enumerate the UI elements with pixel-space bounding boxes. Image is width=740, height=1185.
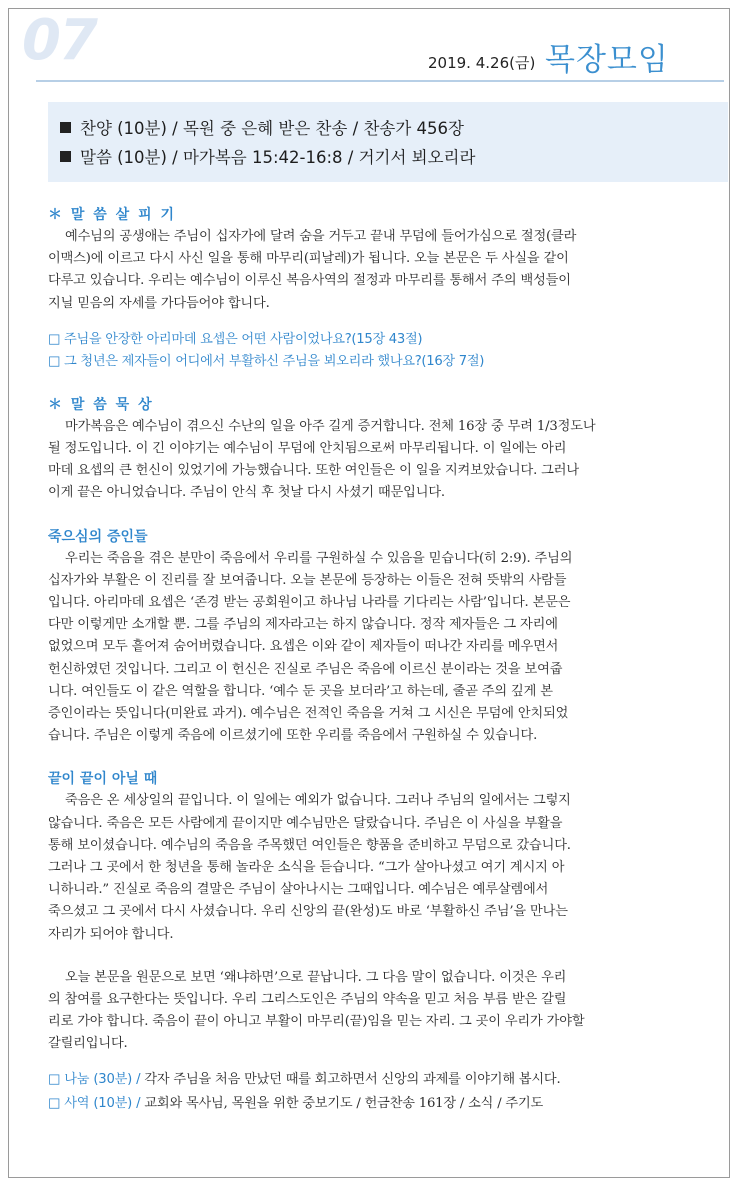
section-heading-observe: ＊ 말 씀 살 피 기 [48,207,176,223]
section-heading-witnesses: 죽으심의 증인들 [48,528,148,545]
body-line: 죽으셨고 그 곳에서 다시 사셨습니다. 우리 신앙의 끝(완성)도 바로 ‘부활하신 주님’을 만나는 [48,904,568,920]
footer-text: 교회와 목사님, 목원을 위한 중보기도 / 헌금찬송 161장 / 소식 / 주기도 [140,1095,544,1111]
footer-ministry [48,1092,728,1116]
body-line: 없었으며 모두 흩어져 숨어버렸습니다. 요셉은 이와 같이 제자들이 떠나간 자리를 메우면서 [48,639,559,655]
body-line: 리로 가야 합니다. 죽음이 끝이 아니고 부활이 마무리(끝)임을 믿는 자리. 그 곳이 우리가 가야할 [48,1014,585,1030]
body-line: 습니다. 주님은 이렇게 죽음에 이르셨기에 또한 우리를 죽음에서 구원하실 수 있습니다. [48,728,538,744]
body-line: 지닐 믿음의 자세를 가다듬어야 합니다. [48,295,270,311]
section-heading-meditate: ＊ 말 씀 묵 상 [48,396,154,413]
body-line: 이게 끝은 아니었습니다. 주님이 안식 후 첫날 다시 사셨기 때문입니다. [48,485,445,501]
section-body-end [48,790,728,1055]
order-summary-box [48,102,728,182]
square-bullet-icon [60,151,71,162]
body-line: 오늘 본문을 원문으로 보면 ‘왜냐하면’으로 끝납니다. 그 다음 말이 없습니다. 이것은 우리 [65,969,567,985]
square-bullet-icon [60,122,71,133]
page-number: 07 [22,8,96,73]
body-line: 니다. 여인들도 이 같은 역할을 합니다. ‘예수 둔 곳을 보더라’고 하는데, 줄곧 주의 깊게 본 [48,683,553,699]
body-line: 그러나 그 곳에서 한 청년을 통해 놀라운 소식을 듣습니다. “그가 살아나셨고 여기 계시지 아 [48,860,565,876]
body-line: 십자가와 부활은 이 진리를 잘 보여줍니다. 오늘 본문에 등장하는 이들은 전혀 뜻밖의 사람들 [48,572,567,588]
footer-text: 각자 주님을 처음 만났던 때를 회고하면서 신앙의 과제를 이야기해 봅시다. [140,1071,561,1087]
footer-sharing [48,1068,728,1092]
body-line: 헌신하였던 것입니다. 그리고 이 헌신은 진실로 주님은 죽음에 이르신 분이라는 것을 보여줍 [48,661,563,677]
header-divider [36,80,724,82]
body-line: 예수님의 공생애는 주님이 십자가에 달려 숨을 거두고 끝내 무덤에 들어가심으로 절정(클라 [65,229,577,244]
body-line: 않습니다. 죽음은 모든 사람에게 끝이지만 예수님만은 달랐습니다. 주님은 이 사실을 부활을 [48,815,563,831]
body-line: 갈릴리입니다. [48,1036,128,1052]
footer-label: □ 나눔 (30분) / [48,1071,141,1087]
body-line: 마가복음은 예수님이 겪으신 수난의 일을 아주 길게 증거합니다. 전체 16장 중 무려 1/3정도나 [65,418,596,434]
body-line: 우리는 죽음을 겪은 분만이 죽음에서 우리를 구원하실 수 있음을 믿습니다(히 2:9). 주님의 [65,550,573,566]
question-1: □ 주님을 안장한 아리마데 요셉은 어떤 사람이었나요?(15장 43절) [48,331,423,347]
body-line: 다만 이렇게만 소개할 뿐. 그를 주님의 제자라고는 하지 않습니다. 정작 제자들은 그 자리에 [48,617,558,633]
body-line: 이맥스)에 이르고 다시 사신 일을 통해 마무리(피날레)가 됩니다. 오늘 본문은 두 사실을 같이 [48,251,569,267]
body-line: 증인이라는 뜻입니다(미완료 과거). 예수님은 전적인 죽음을 거쳐 그 시신은 무덤에 안치되었 [48,706,569,722]
body-line: 의 참여를 요구한다는 뜻입니다. 우리 그리스도인은 주님의 약속을 믿고 처음 부름 받은 갈릴 [48,992,567,1008]
question-2: □ 그 청년은 제자들이 어디에서 부활하신 주님을 뵈오리라 했나요?(16장 7절) [48,353,485,369]
footer-label: □ 사역 (10분) / [48,1095,141,1111]
body-line: 자리가 되어야 합니다. [48,926,174,942]
body-line: 죽음은 온 세상일의 끝입니다. 이 일에는 예외가 없습니다. 그러나 주님의 일에서는 그렇지 [65,793,571,809]
section-body-meditate [48,416,728,505]
body-line: 니하니라.” 진실로 죽음의 결말은 주님이 살아나시는 그때입니다. 예수님은 예루살렘에서 [48,882,549,898]
body-line: 다루고 있습니다. 우리는 예수님이 이루신 복음사역의 절정과 마무리를 통해서 주의 백성들이 [48,273,571,289]
body-line: 통해 보이셨습니다. 예수님의 죽음을 주목했던 여인들은 향품을 준비하고 무덤으로 갔습니다. [48,837,571,853]
summary-item-word: 말씀 (10분) / 마가복음 15:42-16:8 / 거기서 뵈오리라 [60,143,728,172]
body-line: 될 정도입니다. 이 긴 이야기는 예수님이 무덤에 안치됨으로써 마무리됩니다. 이 일에는 아리 [48,441,567,457]
body-line: 마데 요셉의 큰 헌신이 있었기에 가능했습니다. 또한 여인들은 이 일을 지켜보았습니다. 그러나 [48,463,579,479]
main-content [48,204,728,1116]
body-line: 입니다. 아리마데 요셉은 ‘존경 받는 공회원이고 하나님 나라를 기다리는 사람’입니다. 본문은 [48,595,571,611]
meeting-date: 2019. 4.26(금) [428,54,536,72]
section-body-observe [48,226,728,315]
summary-item-praise: 찬양 (10분) / 목원 중 은혜 받은 찬송 / 찬송가 456장 [60,114,728,143]
page-title: 목장모임 [545,42,669,78]
section-body-witnesses [48,548,728,748]
section-heading-end: 끝이 끝이 아닐 때 [48,771,158,788]
